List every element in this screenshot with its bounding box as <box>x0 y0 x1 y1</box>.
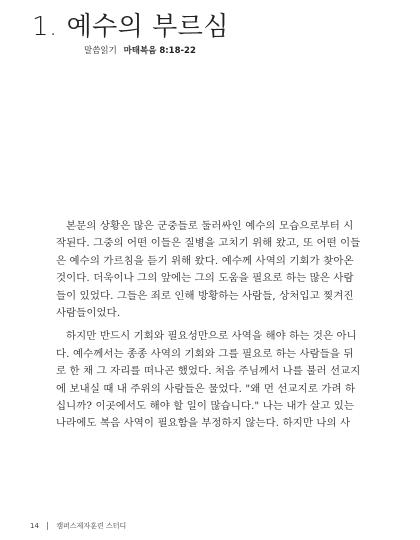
reading-label: 말씀읽기 <box>84 46 117 56</box>
text-line: 나라에도 복음 사역이 필요함을 부정하지 않는다. 하지만 나의 사 <box>56 417 351 430</box>
text-line: 것이다. 더욱이나 그의 앞에는 그의 도움을 필요로 하는 많은 사람 <box>56 272 354 285</box>
text-line: 십니까? 이곳에서도 해야 할 일이 많습니다." 나는 내가 살고 있는 <box>56 399 355 412</box>
paragraph-1 <box>56 218 376 322</box>
text-line: 로 한 채 그 자리를 떠나곤 했었다. 처음 주님께서 나를 불러 선교지 <box>56 365 361 378</box>
reading-reference: 마태복음 8:18-22 <box>123 46 196 56</box>
text-line: 본문의 상황은 많은 군중들로 둘러싸인 예수의 모습으로부터 시 <box>66 220 354 232</box>
text-line: 사람들이었다. <box>56 306 121 319</box>
footer-divider <box>47 522 48 530</box>
body-text <box>56 218 376 433</box>
paragraph-2 <box>56 328 376 432</box>
page-number: 14 <box>30 522 39 530</box>
scripture-reading <box>84 44 196 56</box>
text-line: 다. 예수께서는 종종 사역의 기회와 그를 필요로 하는 사람들을 뒤 <box>56 347 354 360</box>
text-line: 들이 있었다. 그들은 죄로 인해 방황하는 사람들, 상처입고 찢겨진 <box>56 289 354 302</box>
chapter-title: 1. 예수의 부르심 <box>32 12 230 42</box>
text-line: 하지만 반드시 기회와 필요성만으로 사역을 해야 하는 것은 아니 <box>66 330 357 343</box>
text-line: 에 보내실 때 내 주위의 사람들은 물었다. "왜 먼 선교지로 가려 하 <box>56 382 356 395</box>
text-line: 작된다. 그중의 어떤 이들은 질병을 고치기 위해 왔고, 또 어떤 이들 <box>56 237 361 250</box>
book-title: 캠퍼스제자훈련 스터디 <box>56 522 127 530</box>
page-footer <box>30 521 126 531</box>
text-line: 은 예수의 가르침을 듣기 위해 왔다. 예수께 사역의 기회가 찾아온 <box>56 254 354 267</box>
